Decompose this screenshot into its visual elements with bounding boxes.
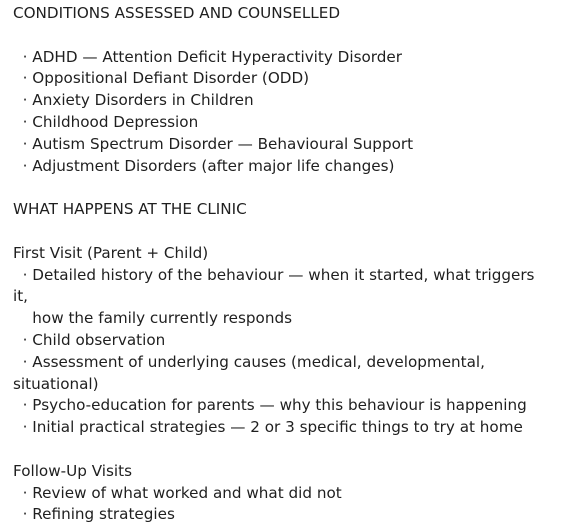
first-visit-line: · Child observation — [13, 330, 166, 349]
condition-item: · Oppositional Defiant Disorder (ODD) — [13, 69, 310, 88]
section-heading-clinic: WHAT HAPPENS AT THE CLINIC — [13, 200, 247, 219]
first-visit-line: · Psycho-education for parents — why this behaviour is happening — [13, 396, 527, 415]
condition-item: · Childhood Depression — [13, 112, 199, 131]
first-visit-line: · Detailed history of the behaviour — when it started, what triggers — [13, 265, 535, 284]
condition-item: · ADHD — Attention Deficit Hyperactivity Disorder — [13, 47, 403, 66]
follow-up-line: · Refining strategies — [13, 505, 175, 524]
condition-item: · Adjustment Disorders (after major life changes) — [13, 156, 395, 175]
subsection-title-first-visit: First Visit (Parent + Child) — [13, 243, 209, 262]
subsection-title-follow-up: Follow-Up Visits — [13, 461, 132, 480]
first-visit-line: it, — [13, 287, 29, 306]
first-visit-line: how the family currently responds — [13, 309, 293, 328]
follow-up-line: · Review of what worked and what did not — [13, 483, 342, 502]
section-heading-conditions: CONDITIONS ASSESSED AND COUNSELLED — [13, 4, 341, 22]
spacer — [13, 221, 561, 243]
condition-item: · Autism Spectrum Disorder — Behavioural Support — [13, 134, 414, 153]
document-body — [13, 3, 561, 526]
first-visit-line: situational) — [13, 374, 99, 393]
spacer — [13, 25, 561, 47]
spacer — [13, 439, 561, 461]
spacer — [13, 177, 561, 199]
condition-item: · Anxiety Disorders in Children — [13, 91, 254, 110]
first-visit-line: · Assessment of underlying causes (medical, developmental, — [13, 352, 485, 371]
first-visit-line: · Initial practical strategies — 2 or 3 specific things to try at home — [13, 418, 523, 437]
